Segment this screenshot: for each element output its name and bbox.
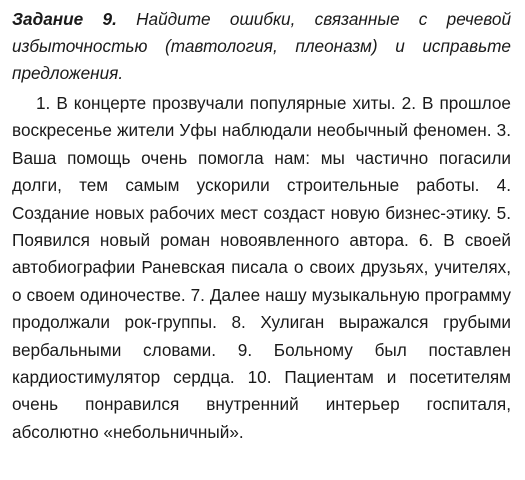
task-number: Задание 9. [12,9,117,29]
sentence-7: 7. Далее нашу музыкальную программу продолжали рок-группы. [12,284,511,333]
sentence-5: 5. Появился новый роман новоявленного автора. [12,202,511,251]
task-instruction: Найдите ошибки, связанные с речевой избыточностью (тавтология, плеоназм) и исправьте предложения. [12,9,511,83]
sentence-6: 6. В своей автобиографии Раневская писала о своих друзьях, учителях, о своем одиночестве. [12,230,511,305]
sentence-1: 1. В концерте прозвучали популярные хиты. [36,93,396,113]
exercise-paragraph [12,90,511,446]
sentence-2: 2. В прошлое воскресенье жители Уфы наблюдали необычный феномен. [12,93,511,141]
sentence-8: 8. Хулиган выражался грубыми вербальными словами. [12,312,511,360]
sentence-3: 3. Ваша помощь очень помогла нам: мы частично погасили долги, тем самым ускорили строительные работы. [12,120,511,196]
sentence-9: 9. Больному был поставлен кардиостимулятор сердца. [12,339,512,388]
sentence-10: 10. Пациентам и посетителям очень понравился внутренний интерьер госпиталя, абсолютно «небольничный». [12,367,511,442]
sentence-4: 4. Создание новых рабочих мест создаст новую бизнес-этику. [12,175,512,223]
task-heading [12,6,511,87]
